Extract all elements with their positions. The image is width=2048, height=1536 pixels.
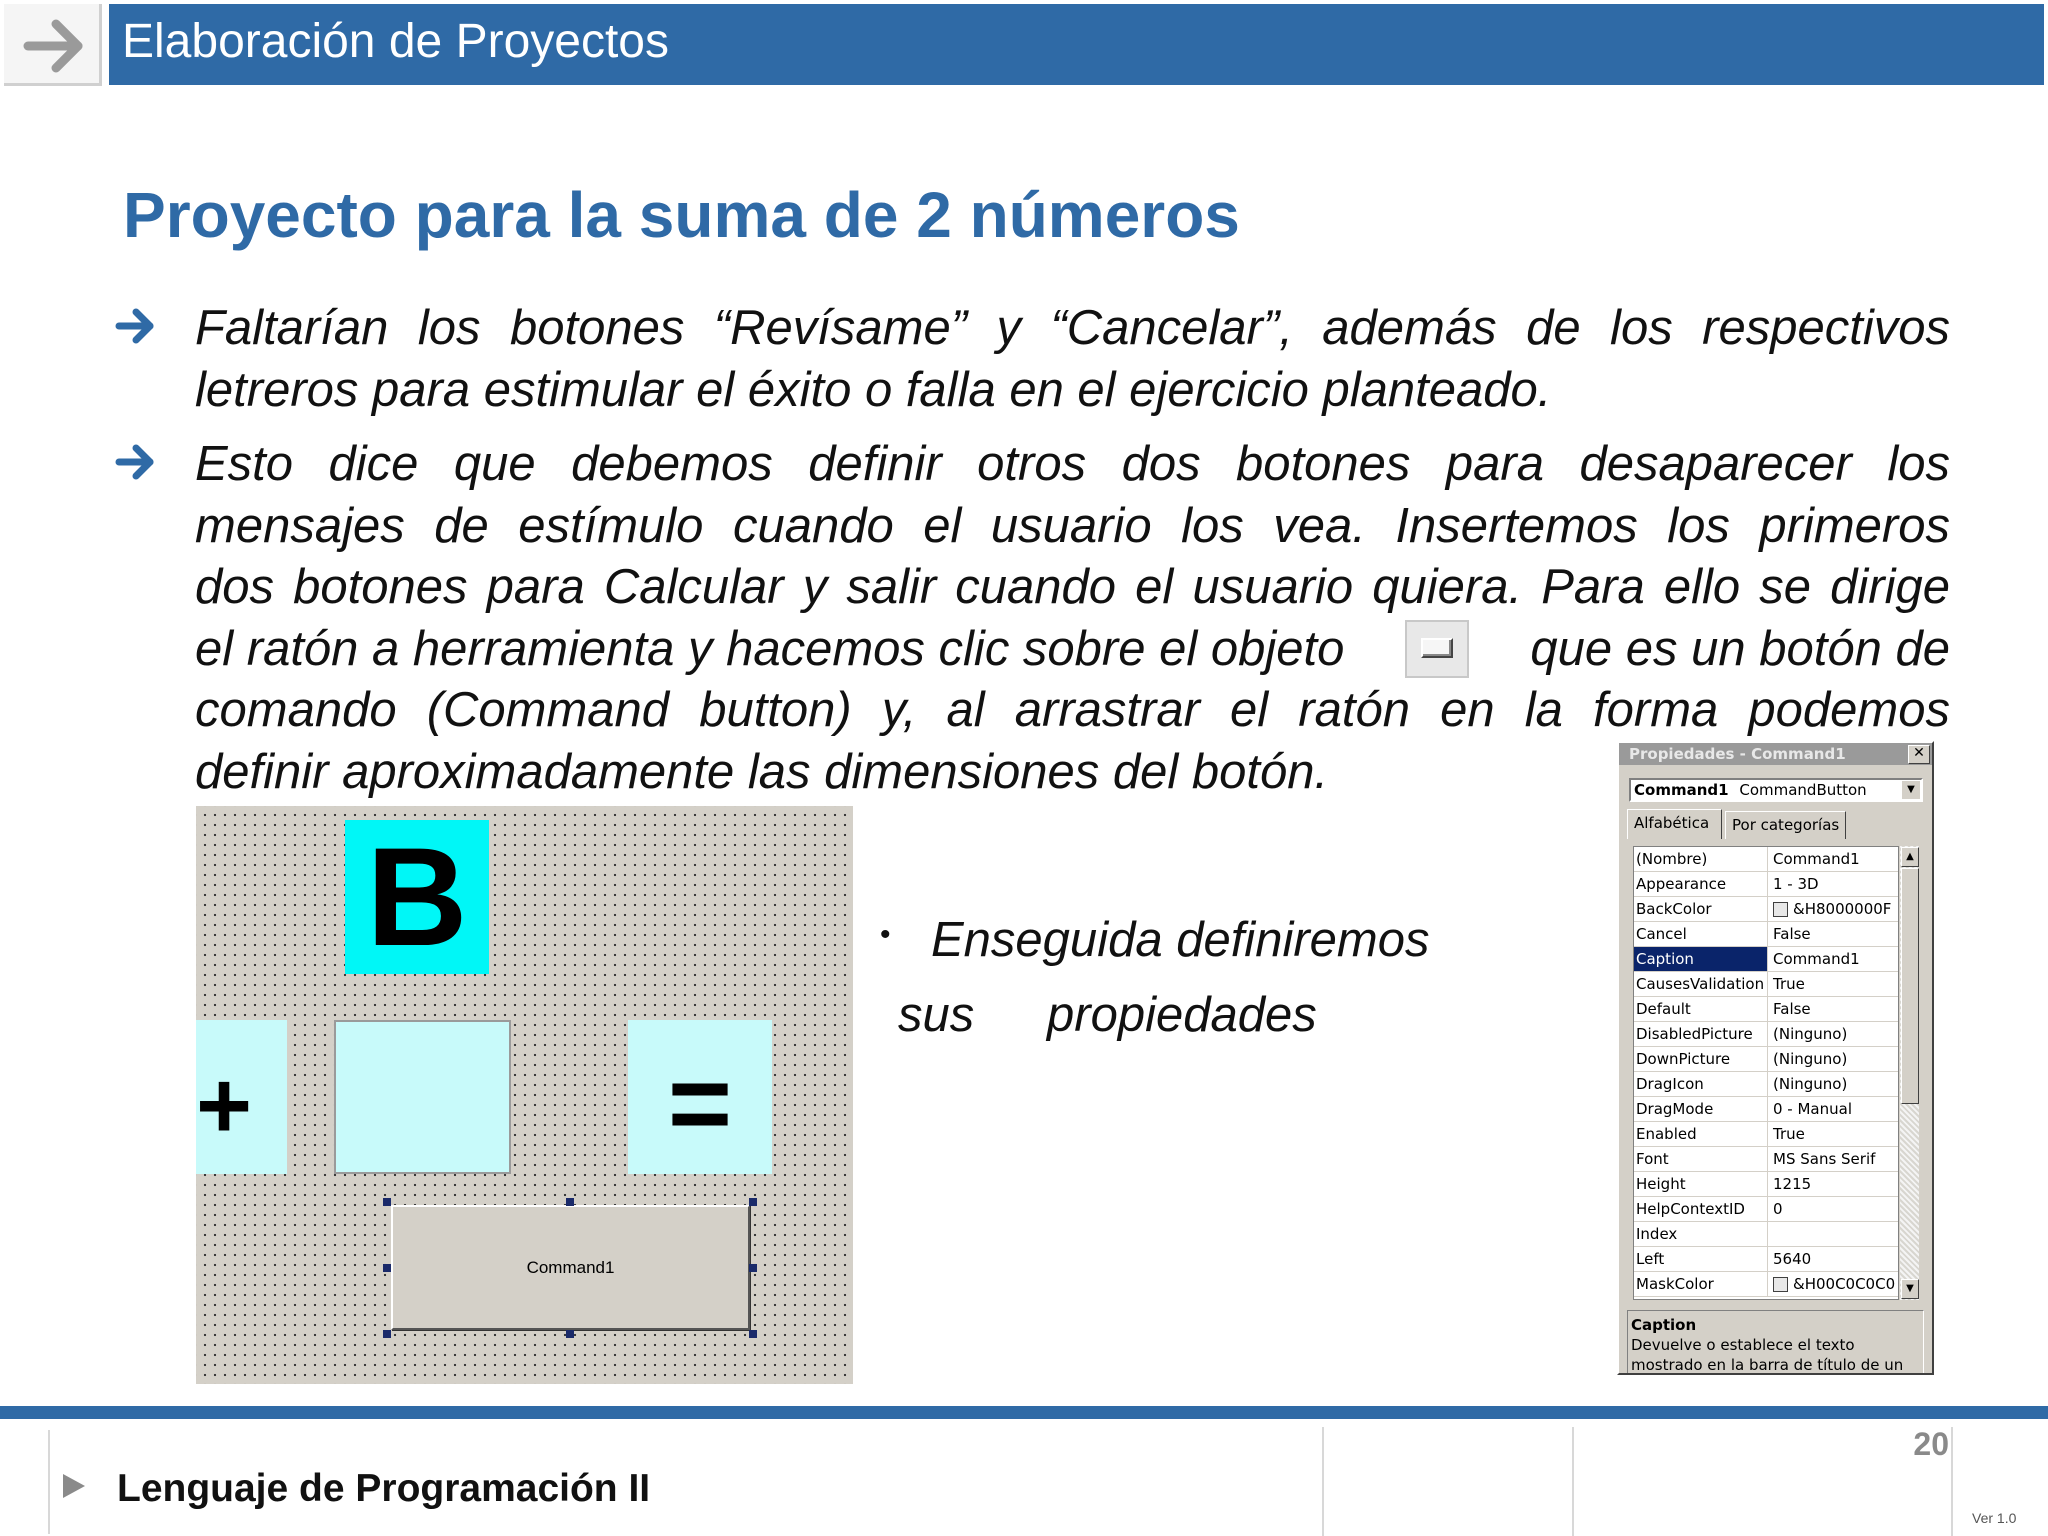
- side-text-line-1: Enseguida definiremos: [931, 913, 1430, 967]
- property-row[interactable]: [1634, 1147, 1898, 1172]
- property-name: MaskColor: [1634, 1272, 1768, 1296]
- property-row[interactable]: [1634, 922, 1898, 947]
- scroll-down-icon[interactable]: ▼: [1901, 1279, 1919, 1299]
- resize-handle[interactable]: [566, 1330, 574, 1338]
- properties-grid: [1633, 846, 1899, 1300]
- property-name: DownPicture: [1634, 1047, 1768, 1071]
- property-value[interactable]: (Ninguno): [1773, 1025, 1848, 1043]
- property-row[interactable]: [1634, 947, 1898, 972]
- paragraph-line: definir aproximadamente las dimensiones del botón.: [195, 744, 1329, 799]
- property-name: Height: [1634, 1172, 1768, 1196]
- property-name: Appearance: [1634, 872, 1768, 896]
- object-name: Command1: [1634, 781, 1729, 799]
- paragraph-line: mensajes de estímulo cuando el usuario los vea. Insertemos los primeros: [195, 498, 1950, 553]
- property-name: HelpContextID: [1634, 1197, 1768, 1221]
- paragraph-line: comando (Command button) y, al arrastrar el ratón en la forma podemos: [195, 683, 1950, 737]
- property-name: Enabled: [1634, 1122, 1768, 1146]
- property-value[interactable]: [1770, 897, 1898, 921]
- property-value-text: &H00C0C0C0: [1793, 1275, 1896, 1293]
- header-arrow-box: [4, 4, 102, 86]
- property-row[interactable]: [1634, 1172, 1898, 1197]
- command1-button[interactable]: Command1: [391, 1205, 750, 1330]
- chevron-down-icon[interactable]: ▼: [1902, 781, 1920, 799]
- label-plus[interactable]: +: [196, 1020, 287, 1174]
- page-number: 20: [1913, 1426, 1949, 1462]
- paragraph-text: el ratón a herramienta y hacemos clic sobre el objeto: [195, 621, 1345, 676]
- property-row[interactable]: [1634, 1222, 1898, 1247]
- resize-handle[interactable]: [749, 1330, 757, 1338]
- object-type: CommandButton: [1739, 781, 1867, 799]
- footer-divider: [1951, 1427, 1953, 1536]
- property-value[interactable]: 0: [1773, 1200, 1783, 1218]
- property-name: DragIcon: [1634, 1072, 1768, 1096]
- property-row[interactable]: [1634, 1197, 1898, 1222]
- property-value[interactable]: True: [1773, 1125, 1805, 1143]
- arrow-right-icon: [8, 4, 98, 80]
- scroll-up-icon[interactable]: ▲: [1901, 847, 1919, 867]
- property-value[interactable]: False: [1773, 1000, 1811, 1018]
- resize-handle[interactable]: [383, 1330, 391, 1338]
- property-name: DragMode: [1634, 1097, 1768, 1121]
- property-row[interactable]: [1634, 872, 1898, 897]
- paragraph-line: Esto dice que debemos definir otros dos botones para desaparecer los: [195, 437, 1950, 491]
- property-row[interactable]: [1634, 1097, 1898, 1122]
- paragraph-line: letreros para estimular el éxito o falla en el ejercicio planteado.: [195, 362, 1552, 417]
- property-row[interactable]: [1634, 1122, 1898, 1147]
- property-name: Index: [1634, 1222, 1768, 1246]
- property-name: Font: [1634, 1147, 1768, 1171]
- paragraph-line-with-icon: [195, 619, 1950, 681]
- property-value[interactable]: False: [1773, 925, 1811, 943]
- side-text-word: propiedades: [1047, 988, 1317, 1042]
- properties-scrollbar[interactable]: [1899, 846, 1919, 1300]
- side-text-word: sus: [898, 988, 975, 1042]
- property-row[interactable]: [1634, 1272, 1898, 1297]
- bullet-arrow-icon: [114, 306, 158, 346]
- property-value[interactable]: Command1: [1773, 850, 1860, 868]
- property-row[interactable]: [1634, 1072, 1898, 1097]
- side-bullet-dot: •: [880, 918, 891, 951]
- property-value[interactable]: 1215: [1773, 1175, 1812, 1193]
- paragraph-text: que es un botón de: [1530, 621, 1950, 676]
- color-swatch: [1773, 902, 1788, 917]
- property-value[interactable]: MS Sans Serif: [1773, 1150, 1876, 1168]
- property-name: DisabledPicture: [1634, 1022, 1768, 1046]
- description-title: Caption: [1631, 1316, 1697, 1334]
- footer-band: [0, 1406, 2048, 1419]
- property-row[interactable]: [1634, 997, 1898, 1022]
- property-row[interactable]: [1634, 1247, 1898, 1272]
- paragraph-line: Faltarían los botones “Revísame” y “Cancelar”, además de los respectivos: [195, 301, 1950, 355]
- resize-handle[interactable]: [383, 1198, 391, 1206]
- property-name: BackColor: [1634, 897, 1768, 921]
- property-name: Left: [1634, 1247, 1768, 1271]
- resize-handle[interactable]: [749, 1198, 757, 1206]
- property-value[interactable]: 0 - Manual: [1773, 1100, 1852, 1118]
- property-value[interactable]: [1770, 1222, 1898, 1246]
- footer-divider: [1322, 1427, 1324, 1536]
- label-b[interactable]: B: [345, 820, 489, 974]
- property-value[interactable]: 1 - 3D: [1773, 875, 1819, 893]
- footer-course-title: Lenguaje de Programación II: [117, 1467, 651, 1510]
- property-value[interactable]: 5640: [1773, 1250, 1812, 1268]
- property-value[interactable]: [1770, 1272, 1898, 1296]
- property-description-panel: [1627, 1310, 1924, 1375]
- property-row[interactable]: [1634, 847, 1898, 872]
- close-icon[interactable]: ✕: [1908, 745, 1930, 764]
- resize-handle[interactable]: [566, 1198, 574, 1206]
- paragraph-line: dos botones para Calcular y salir cuando el usuario quiera. Para ello se dirige: [195, 560, 1950, 614]
- properties-titlebar[interactable]: [1619, 743, 1932, 765]
- property-row[interactable]: [1634, 1022, 1898, 1047]
- scroll-thumb[interactable]: [1901, 868, 1919, 1104]
- object-selector-dropdown[interactable]: [1629, 778, 1923, 802]
- color-swatch: [1773, 1277, 1788, 1292]
- triangle-right-icon: [63, 1474, 85, 1498]
- property-name: (Nombre): [1634, 847, 1768, 871]
- command-button-tool-icon: [1405, 620, 1469, 678]
- footer-divider: [48, 1430, 50, 1534]
- property-name: Caption: [1634, 947, 1768, 971]
- property-value-text: &H8000000F: [1793, 900, 1892, 918]
- description-text: Devuelve o establece el texto mostrado en la barra de título de un: [1631, 1336, 1904, 1374]
- property-value[interactable]: True: [1773, 975, 1805, 993]
- property-row[interactable]: [1634, 1047, 1898, 1072]
- resize-handle[interactable]: [383, 1264, 391, 1272]
- property-row[interactable]: [1634, 897, 1898, 922]
- bullet-paragraph-1: [195, 298, 1950, 421]
- property-value[interactable]: Command1: [1773, 950, 1860, 968]
- textbox-number[interactable]: [334, 1020, 511, 1174]
- properties-title: Propiedades - Command1: [1629, 745, 1846, 763]
- tab-por-categorias[interactable]: Por categorías: [1725, 811, 1846, 839]
- slide-title: Proyecto para la suma de 2 números: [123, 179, 1240, 251]
- tab-alfabetica[interactable]: Alfabética: [1627, 809, 1722, 839]
- property-name: Default: [1634, 997, 1768, 1021]
- property-name: CausesValidation: [1634, 972, 1768, 996]
- version-label: Ver 1.0: [1972, 1510, 2017, 1526]
- bullet-arrow-icon: [114, 442, 158, 482]
- resize-handle[interactable]: [749, 1264, 757, 1272]
- property-value[interactable]: (Ninguno): [1773, 1075, 1848, 1093]
- footer-divider: [1572, 1427, 1574, 1536]
- properties-window: [1617, 741, 1934, 1375]
- property-name: Cancel: [1634, 922, 1768, 946]
- label-equals[interactable]: =: [628, 1020, 772, 1174]
- property-row[interactable]: [1634, 972, 1898, 997]
- property-value[interactable]: (Ninguno): [1773, 1050, 1848, 1068]
- header-title: Elaboración de Proyectos: [122, 15, 669, 68]
